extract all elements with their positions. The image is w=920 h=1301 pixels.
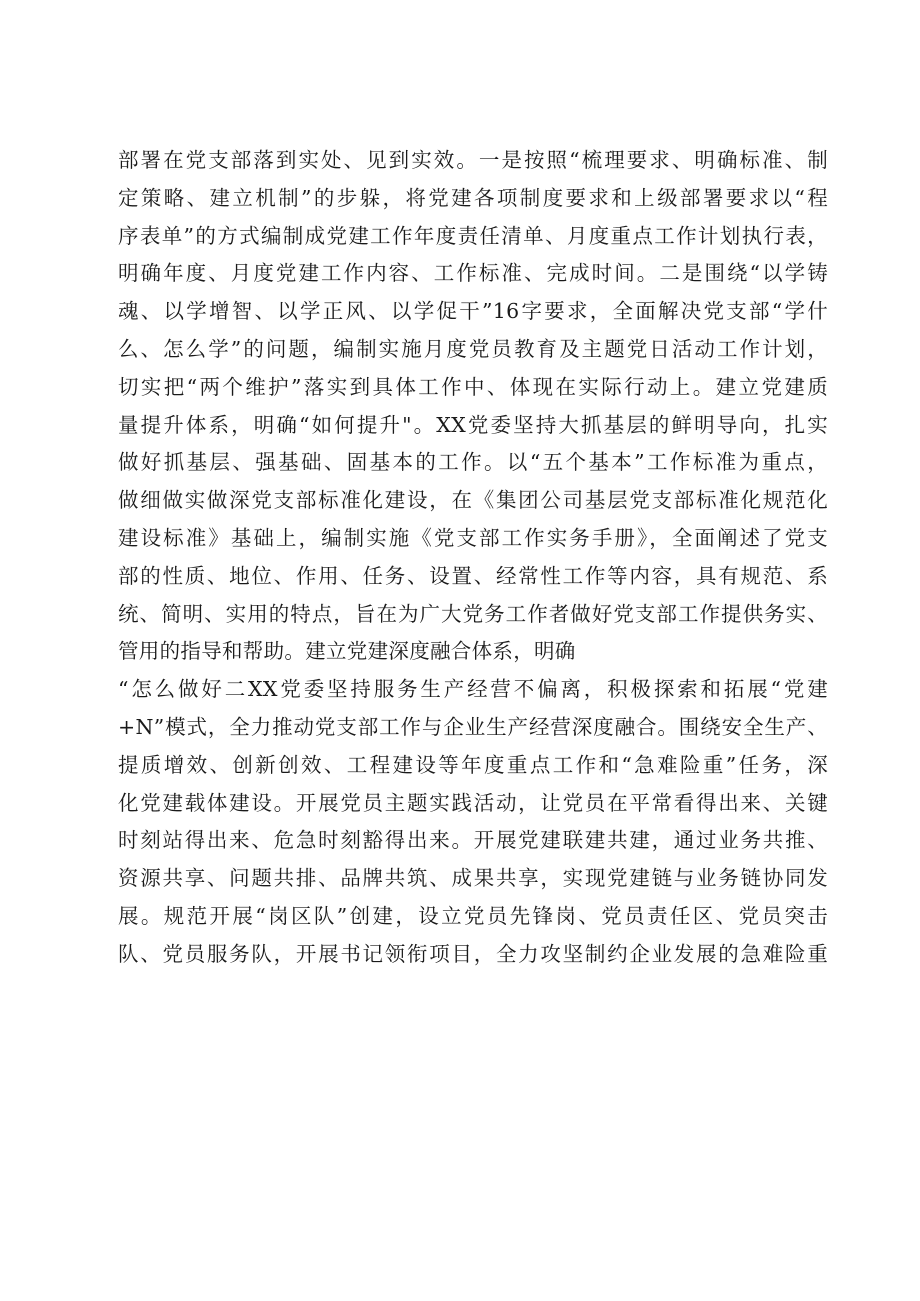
text-line: 么、怎么学”的问题，编制实施月度党员教育及主题党日活动工作计划， — [118, 336, 828, 361]
text-line: 展。规范开展“岗区队”创建，设立党员先锋岗、党员责任区、党员突击 — [118, 903, 828, 928]
text-line: 明确年度、月度党建工作内容、工作标准、完成时间。二是围绕“以学铸 — [118, 261, 828, 286]
text-line: 做好抓基层、强基础、固基本的工作。以“五个基本”工作标准为重点， — [118, 450, 828, 475]
text-line: 统、简明、实用的特点，旨在为广大党务工作者做好党支部工作提供务实、 — [118, 601, 828, 626]
text-line: 队、党员服务队，开展书记领衔项目，全力攻坚制约企业发展的急难险重 — [118, 941, 828, 966]
text-line: 时刻站得出来、危急时刻豁得出来。开展党建联建共建，通过业务共推、 — [118, 828, 828, 853]
text-line: 部署在党支部落到实处、见到实效。一是按照“梳理要求、明确标准、制 — [118, 148, 828, 172]
text-line: +N”模式，全力推动党支部工作与企业生产经营深度融合。围绕安全生产、 — [118, 714, 828, 739]
text-line: 量提升体系，明确“如何提升"。XX党委坚持大抓基层的鲜明导向，扎实 — [118, 412, 828, 437]
text-line: 部的性质、地位、作用、任务、设置、经常性工作等内容，具有规范、系 — [118, 563, 828, 588]
text-line: 序表单”的方式编制成党建工作年度责任清单、月度重点工作计划执行表， — [118, 223, 828, 248]
text-line: 资源共享、问题共排、品牌共筑、成果共享，实现党建链与业务链协同发 — [118, 866, 828, 891]
text-line: 魂、以学增智、以学正风、以学促干”16字要求，全面解决党支部“学什 — [118, 299, 828, 324]
text-line: 提质增效、创新创效、工程建设等年度重点工作和“急难险重”任务，深 — [118, 752, 828, 777]
text-line: 化党建载体建设。开展党员主题实践活动，让党员在平常看得出来、关键 — [118, 790, 828, 815]
text-line: 做细做实做深党支部标准化建设，在《集团公司基层党支部标准化规范化 — [118, 488, 828, 513]
text-line: “怎么做好二XX党委坚持服务生产经营不偏离，积极探索和拓展“党建 — [118, 677, 828, 702]
body-text — [118, 142, 828, 974]
text-line: 切实把“两个维护”落实到具体工作中、体现在实际行动上。建立党建质 — [118, 374, 828, 399]
text-line: 定策略、建立机制”的步躲，将党建各项制度要求和上级部署要求以“程 — [118, 185, 828, 210]
text-line: 建设标准》基础上，编制实施《党支部工作实务手册》，全面阐述了党支 — [118, 525, 828, 550]
text-line: 管用的指导和帮助。建立党建深度融合体系，明确 — [118, 639, 576, 664]
